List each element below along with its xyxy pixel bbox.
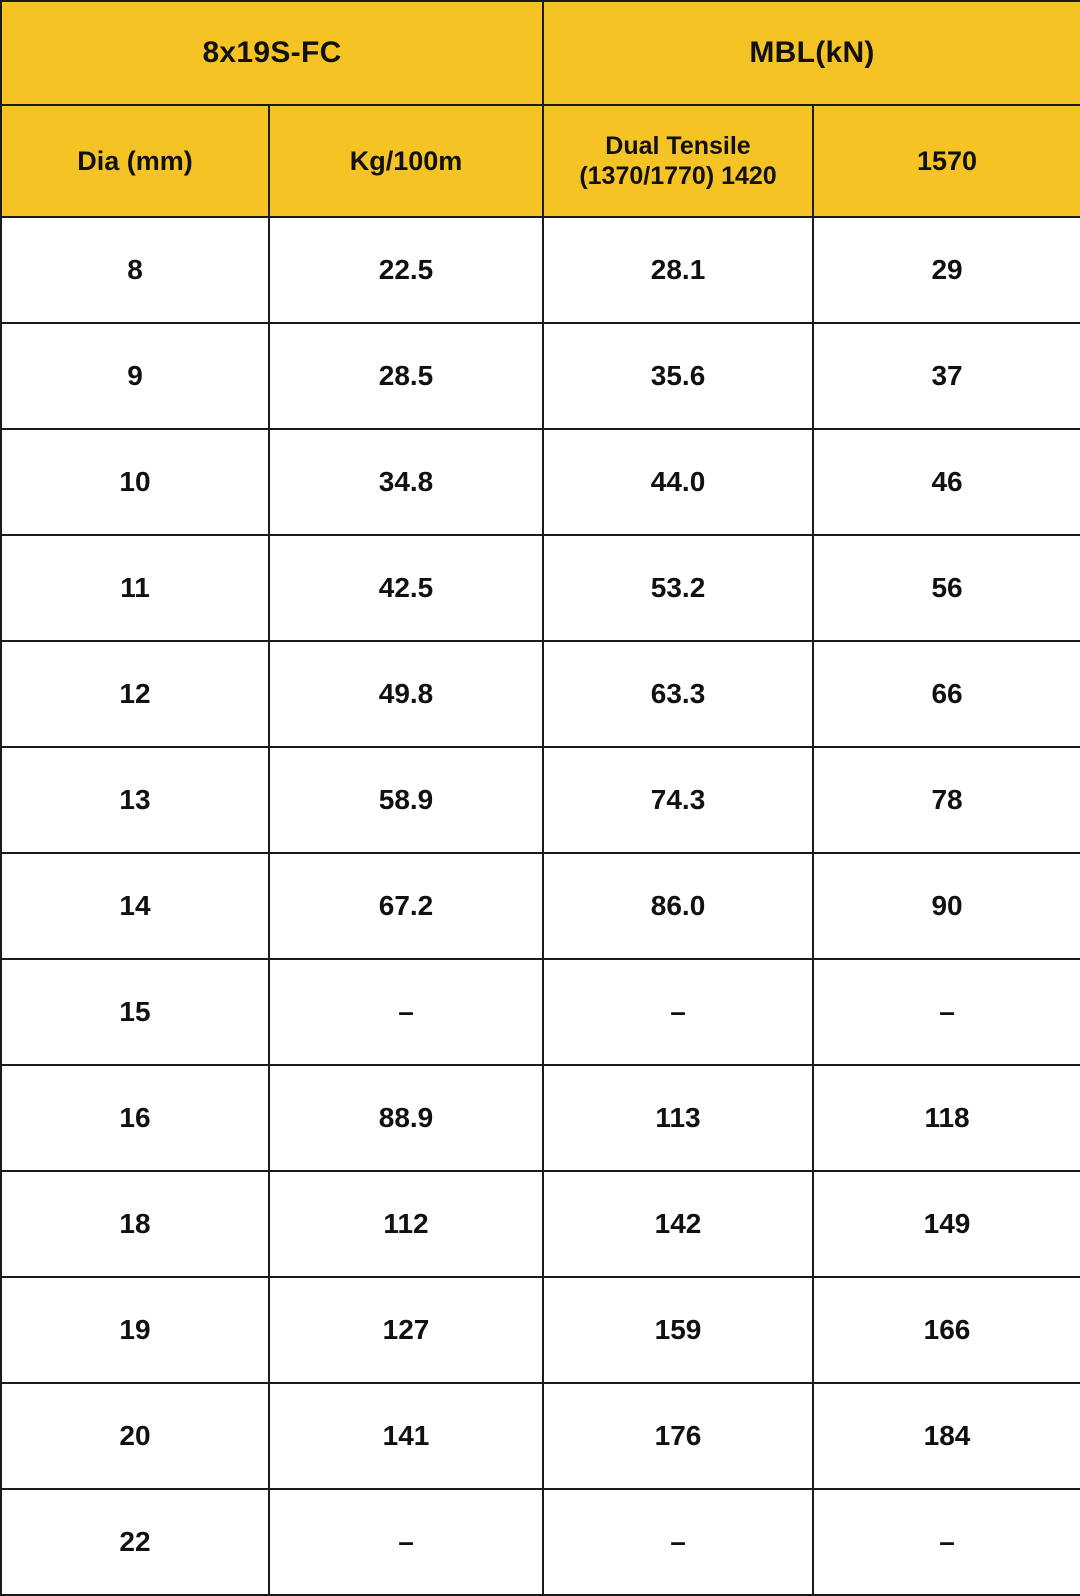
cell-dia: 9 (1, 323, 269, 429)
cell-1570: 166 (813, 1277, 1080, 1383)
cell-dia: 12 (1, 641, 269, 747)
cell-weight: 22.5 (269, 217, 543, 323)
cell-1570: 66 (813, 641, 1080, 747)
cell-dia: 8 (1, 217, 269, 323)
column-header-dia: Dia (mm) (1, 105, 269, 217)
cell-weight: 42.5 (269, 535, 543, 641)
cell-dia: 16 (1, 1065, 269, 1171)
table-row (1, 959, 1080, 1065)
table-row (1, 217, 1080, 323)
table-header-top-row (1, 1, 1080, 105)
cell-1570: 118 (813, 1065, 1080, 1171)
column-header-1570: 1570 (813, 105, 1080, 217)
cell-weight: 67.2 (269, 853, 543, 959)
cell-dia: 15 (1, 959, 269, 1065)
table-body (1, 217, 1080, 1595)
cell-weight: 58.9 (269, 747, 543, 853)
cell-dual-tensile: 113 (543, 1065, 813, 1171)
cell-dual-tensile: 86.0 (543, 853, 813, 959)
cell-dia: 22 (1, 1489, 269, 1595)
table-row (1, 1277, 1080, 1383)
cell-dual-tensile: 159 (543, 1277, 813, 1383)
cell-1570: 29 (813, 217, 1080, 323)
cell-dual-tensile: 74.3 (543, 747, 813, 853)
cell-dia: 18 (1, 1171, 269, 1277)
cell-dual-tensile: 176 (543, 1383, 813, 1489)
cell-weight: – (269, 1489, 543, 1595)
cell-dual-tensile: – (543, 959, 813, 1065)
table-row (1, 1171, 1080, 1277)
cell-dia: 10 (1, 429, 269, 535)
cell-dual-tensile: 28.1 (543, 217, 813, 323)
cell-dual-tensile: 35.6 (543, 323, 813, 429)
cell-1570: 90 (813, 853, 1080, 959)
cell-dia: 11 (1, 535, 269, 641)
table-header (1, 1, 1080, 217)
cell-weight: 127 (269, 1277, 543, 1383)
cell-dual-tensile: – (543, 1489, 813, 1595)
dual-tensile-line-2: (1370/1770) 1420 (579, 162, 777, 190)
header-mbl: MBL(kN) (543, 1, 1080, 105)
cell-weight: 112 (269, 1171, 543, 1277)
cell-dual-tensile: 53.2 (543, 535, 813, 641)
header-rope-construction: 8x19S-FC (1, 1, 543, 105)
table-row (1, 853, 1080, 959)
table-row (1, 1065, 1080, 1171)
table-row (1, 1383, 1080, 1489)
cell-dia: 20 (1, 1383, 269, 1489)
dual-tensile-line-1: Dual Tensile (605, 131, 751, 160)
table-header-sub-row (1, 105, 1080, 217)
cell-dual-tensile: 142 (543, 1171, 813, 1277)
column-header-weight: Kg/100m (269, 105, 543, 217)
table-row (1, 535, 1080, 641)
table-row (1, 641, 1080, 747)
cell-weight: 88.9 (269, 1065, 543, 1171)
cell-weight: 49.8 (269, 641, 543, 747)
cell-weight: 141 (269, 1383, 543, 1489)
cell-1570: 184 (813, 1383, 1080, 1489)
cell-weight: 34.8 (269, 429, 543, 535)
cell-dia: 13 (1, 747, 269, 853)
cell-1570: – (813, 1489, 1080, 1595)
cell-1570: 149 (813, 1171, 1080, 1277)
cell-1570: 37 (813, 323, 1080, 429)
cell-dual-tensile: 63.3 (543, 641, 813, 747)
cell-dia: 14 (1, 853, 269, 959)
cell-1570: – (813, 959, 1080, 1065)
table-row (1, 323, 1080, 429)
table-row (1, 429, 1080, 535)
column-header-dual-tensile (543, 105, 813, 217)
cell-1570: 46 (813, 429, 1080, 535)
cell-1570: 78 (813, 747, 1080, 853)
cell-dual-tensile: 44.0 (543, 429, 813, 535)
table-row (1, 747, 1080, 853)
cell-weight: – (269, 959, 543, 1065)
table-row (1, 1489, 1080, 1595)
cell-weight: 28.5 (269, 323, 543, 429)
cell-dia: 19 (1, 1277, 269, 1383)
cell-1570: 56 (813, 535, 1080, 641)
